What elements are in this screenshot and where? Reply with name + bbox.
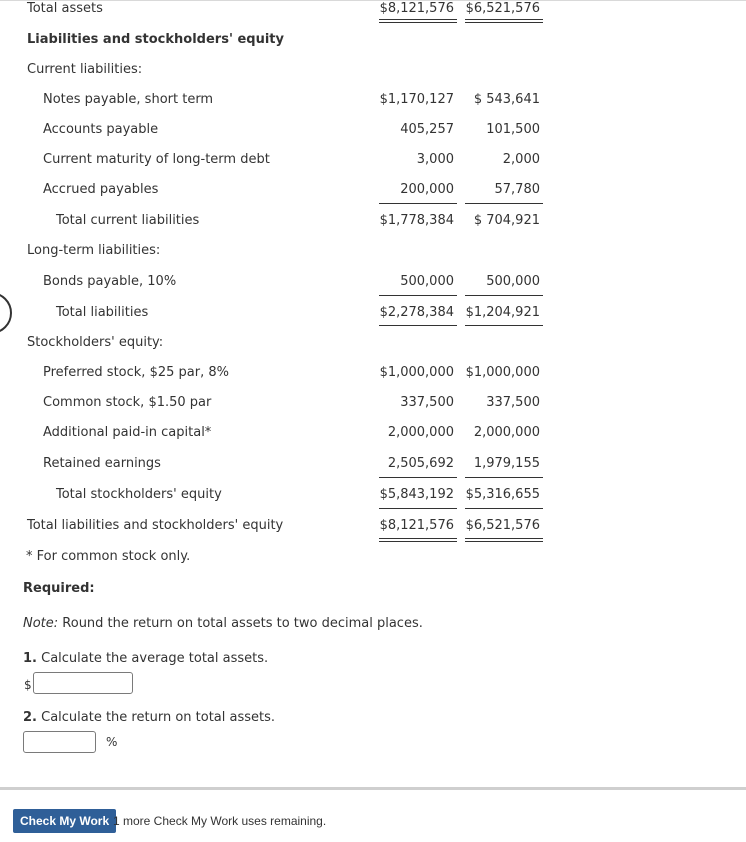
section-heading: Liabilities and stockholders' equity xyxy=(27,32,284,47)
label-bonds-payable: Bonds payable, 10% xyxy=(43,274,177,289)
footnote: * For common stock only. xyxy=(26,549,191,564)
single-rule xyxy=(379,477,457,478)
label-accounts-payable: Accounts payable xyxy=(43,122,159,137)
single-rule xyxy=(465,325,543,326)
value-apic-prior: 2,000,000 xyxy=(473,425,540,440)
value-current-maturity-prior: 2,000 xyxy=(502,152,540,167)
value-notes-payable-prior: $ 543,641 xyxy=(473,92,540,107)
currency-prefix: $ xyxy=(24,678,32,692)
value-total-equity-prior: $5,316,655 xyxy=(465,487,540,502)
question-1-text: Calculate the average total assets. xyxy=(36,651,269,666)
question-1-number: 1. xyxy=(23,651,37,666)
row-common-stock xyxy=(0,394,746,412)
single-rule xyxy=(465,477,543,478)
single-rule xyxy=(465,295,543,296)
row-bonds-payable xyxy=(0,273,746,291)
label-common-stock: Common stock, $1.50 par xyxy=(43,395,212,410)
label-total-current-liab: Total current liabilities xyxy=(56,213,200,228)
row-current-maturity xyxy=(0,151,746,169)
single-rule xyxy=(379,295,457,296)
double-rule xyxy=(465,538,543,539)
value-retained-earnings-current: 2,505,692 xyxy=(387,456,454,471)
row-accrued-payables xyxy=(0,181,746,199)
single-rule xyxy=(379,203,457,204)
row-liab-header xyxy=(0,31,746,49)
percent-suffix: % xyxy=(106,735,118,749)
row-equity-header xyxy=(0,334,746,352)
row-total-equity xyxy=(0,486,746,504)
row-current-liab-header xyxy=(0,61,746,79)
value-notes-payable-current: $1,170,127 xyxy=(379,92,454,107)
value-total-liab-current: $2,278,384 xyxy=(379,305,454,320)
double-rule xyxy=(379,19,457,20)
subsection-heading: Current liabilities: xyxy=(27,62,143,77)
value-bonds-payable-current: 500,000 xyxy=(400,274,454,289)
row-retained-earnings xyxy=(0,455,746,473)
row-total-current-liab xyxy=(0,212,746,230)
rounding-note xyxy=(23,616,423,631)
single-rule xyxy=(465,508,543,509)
value-apic-current: 2,000,000 xyxy=(387,425,454,440)
question-2-number: 2. xyxy=(23,710,37,725)
row-accounts-payable xyxy=(0,121,746,139)
value-total-assets-prior: $6,521,576 xyxy=(465,1,540,16)
value-preferred-stock-prior: $1,000,000 xyxy=(465,365,540,380)
row-preferred-stock xyxy=(0,364,746,382)
question-1 xyxy=(23,651,268,666)
double-rule xyxy=(379,541,457,542)
value-total-assets-current: $8,121,576 xyxy=(379,1,454,16)
value-common-stock-prior: 337,500 xyxy=(486,395,540,410)
row-total-liab-equity xyxy=(0,517,746,535)
value-total-current-liab-current: $1,778,384 xyxy=(379,213,454,228)
label-preferred-stock: Preferred stock, $25 par, 8% xyxy=(43,365,229,380)
label-total-liab: Total liabilities xyxy=(56,305,149,320)
single-rule xyxy=(379,325,457,326)
subsection-heading: Long-term liabilities: xyxy=(27,243,161,258)
question-2 xyxy=(23,710,275,725)
label-apic: Additional paid-in capital* xyxy=(43,425,212,440)
subsection-heading: Stockholders' equity: xyxy=(27,335,164,350)
double-rule xyxy=(465,541,543,542)
label-total-liab-equity: Total liabilities and stockholders' equity xyxy=(27,518,284,533)
label-accrued-payables: Accrued payables xyxy=(43,182,159,197)
required-heading: Required: xyxy=(23,581,95,596)
remaining-checks-text: 1 more Check My Work uses remaining. xyxy=(113,814,327,828)
double-rule xyxy=(379,538,457,539)
single-rule xyxy=(465,203,543,204)
label-current-maturity: Current maturity of long-term debt xyxy=(43,152,270,167)
value-total-equity-current: $5,843,192 xyxy=(379,487,454,502)
double-rule xyxy=(465,19,543,20)
question-2-text: Calculate the return on total assets. xyxy=(36,710,276,725)
double-rule xyxy=(465,22,543,23)
double-rule xyxy=(379,22,457,23)
average-total-assets-input[interactable] xyxy=(33,672,133,694)
single-rule xyxy=(379,508,457,509)
value-total-liab-prior: $1,204,921 xyxy=(465,305,540,320)
row-long-term-header xyxy=(0,242,746,260)
label-retained-earnings: Retained earnings xyxy=(43,456,161,471)
note-text: Round the return on total assets to two decimal places. xyxy=(58,616,423,631)
value-total-current-liab-prior: $ 704,921 xyxy=(473,213,540,228)
check-my-work-button[interactable]: Check My Work xyxy=(13,809,116,833)
value-bonds-payable-prior: 500,000 xyxy=(486,274,540,289)
label-notes-payable: Notes payable, short term xyxy=(43,92,214,107)
row-total-liab xyxy=(0,304,746,322)
value-accounts-payable-current: 405,257 xyxy=(400,122,454,137)
row-total-assets xyxy=(0,0,746,18)
row-notes-payable xyxy=(0,91,746,109)
value-accrued-payables-current: 200,000 xyxy=(400,182,454,197)
value-accounts-payable-prior: 101,500 xyxy=(486,122,540,137)
row-apic xyxy=(0,424,746,442)
return-on-assets-input[interactable] xyxy=(23,731,96,753)
value-accrued-payables-prior: 57,780 xyxy=(494,182,540,197)
value-common-stock-current: 337,500 xyxy=(400,395,454,410)
value-current-maturity-current: 3,000 xyxy=(416,152,454,167)
value-retained-earnings-prior: 1,979,155 xyxy=(473,456,540,471)
label-total-equity: Total stockholders' equity xyxy=(56,487,222,502)
note-label: Note: xyxy=(23,616,59,631)
value-total-liab-equity-current: $8,121,576 xyxy=(379,518,454,533)
value-total-liab-equity-prior: $6,521,576 xyxy=(465,518,540,533)
footer-bar xyxy=(0,787,746,842)
label-total-assets: Total assets xyxy=(27,1,103,16)
value-preferred-stock-current: $1,000,000 xyxy=(379,365,454,380)
